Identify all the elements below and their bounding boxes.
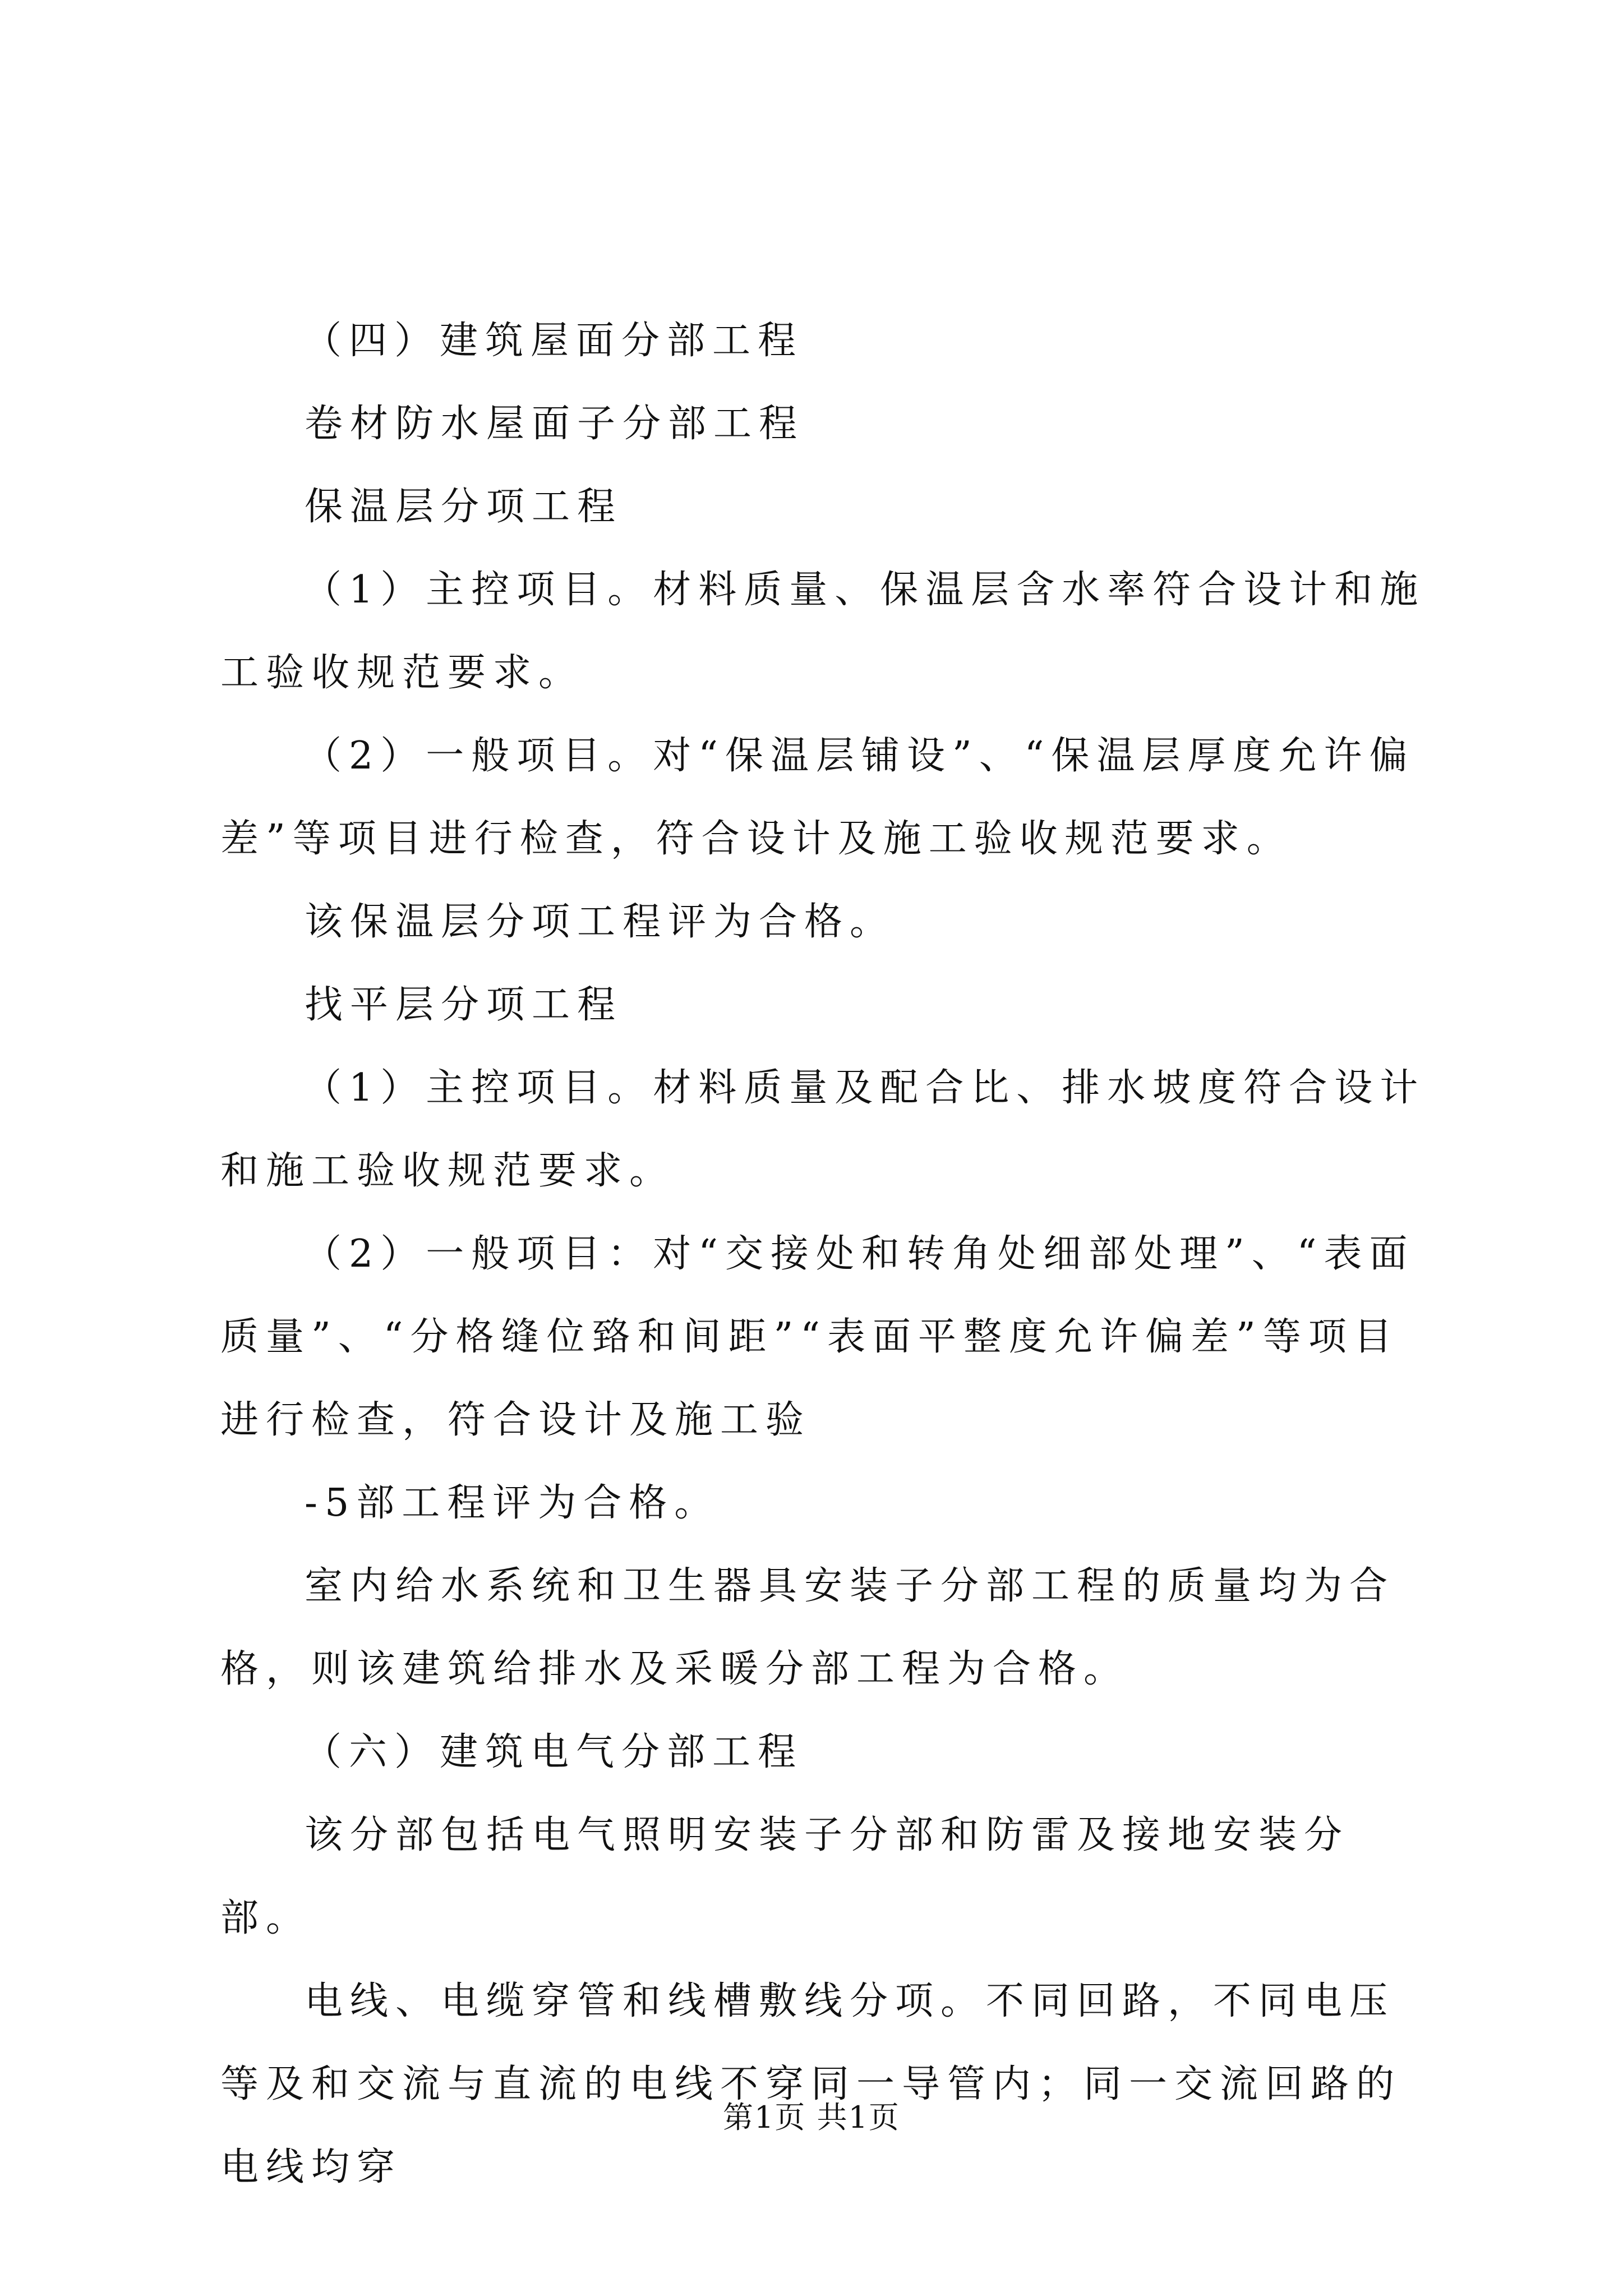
item-heading-leveling-layer: 找平层分项工程	[305, 983, 623, 1027]
section-heading-roofing: （四）建筑屋面分部工程	[303, 319, 804, 363]
subsection-heading-membrane-roof: 卷材防水屋面子分部工程	[305, 402, 805, 446]
paragraph-leveling-result: -5部工程评为合格。	[305, 1481, 720, 1525]
paragraph-electrical-scope: 该分部包括电气照明安装子分部和防雷及接地安装分部。	[220, 1813, 1350, 1940]
item-heading-insulation-layer: 保温层分项工程	[305, 485, 623, 529]
paragraph-plumbing-result: 室内给水系统和卫生器具安装子分部工程的质量均为合格，则该建筑给排水及采暖分部工程为合格。	[220, 1564, 1395, 1691]
paragraph-insulation-main-items: （1）主控项目。材料质量、保温层含水率符合设计和施工验收规范要求。	[220, 568, 1426, 695]
document-body	[220, 300, 1432, 2209]
page-number-footer: 第1页 共1页	[723, 2100, 900, 2135]
section-heading-electrical: （六）建筑电气分部工程	[303, 1730, 804, 1774]
paragraph-wiring-item: 电线、电缆穿管和线槽敷线分项。不同回路，不同电压等及和交流与直流的电线不穿同一导管内；同一交流回路的电线均穿	[220, 1979, 1402, 2189]
paragraph-insulation-result: 该保温层分项工程评为合格。	[305, 900, 896, 944]
paragraph-leveling-main-items: （1）主控项目。材料质量及配合比、排水坡度符合设计和施工验收规范要求。	[220, 1066, 1426, 1193]
paragraph-leveling-general-items: （2）一般项目：对“交接处和转角处细部处理”、“表面质量”、“分格缝位臵和间距”“表面平整度允许偏差”等项目进行检查，符合设计及施工验	[220, 1232, 1415, 1442]
paragraph-insulation-general-items: （2）一般项目。对“保温层铺设”、“保温层厚度允许偏差”等项目进行检查，符合设计及施工验收规范要求。	[220, 734, 1415, 861]
